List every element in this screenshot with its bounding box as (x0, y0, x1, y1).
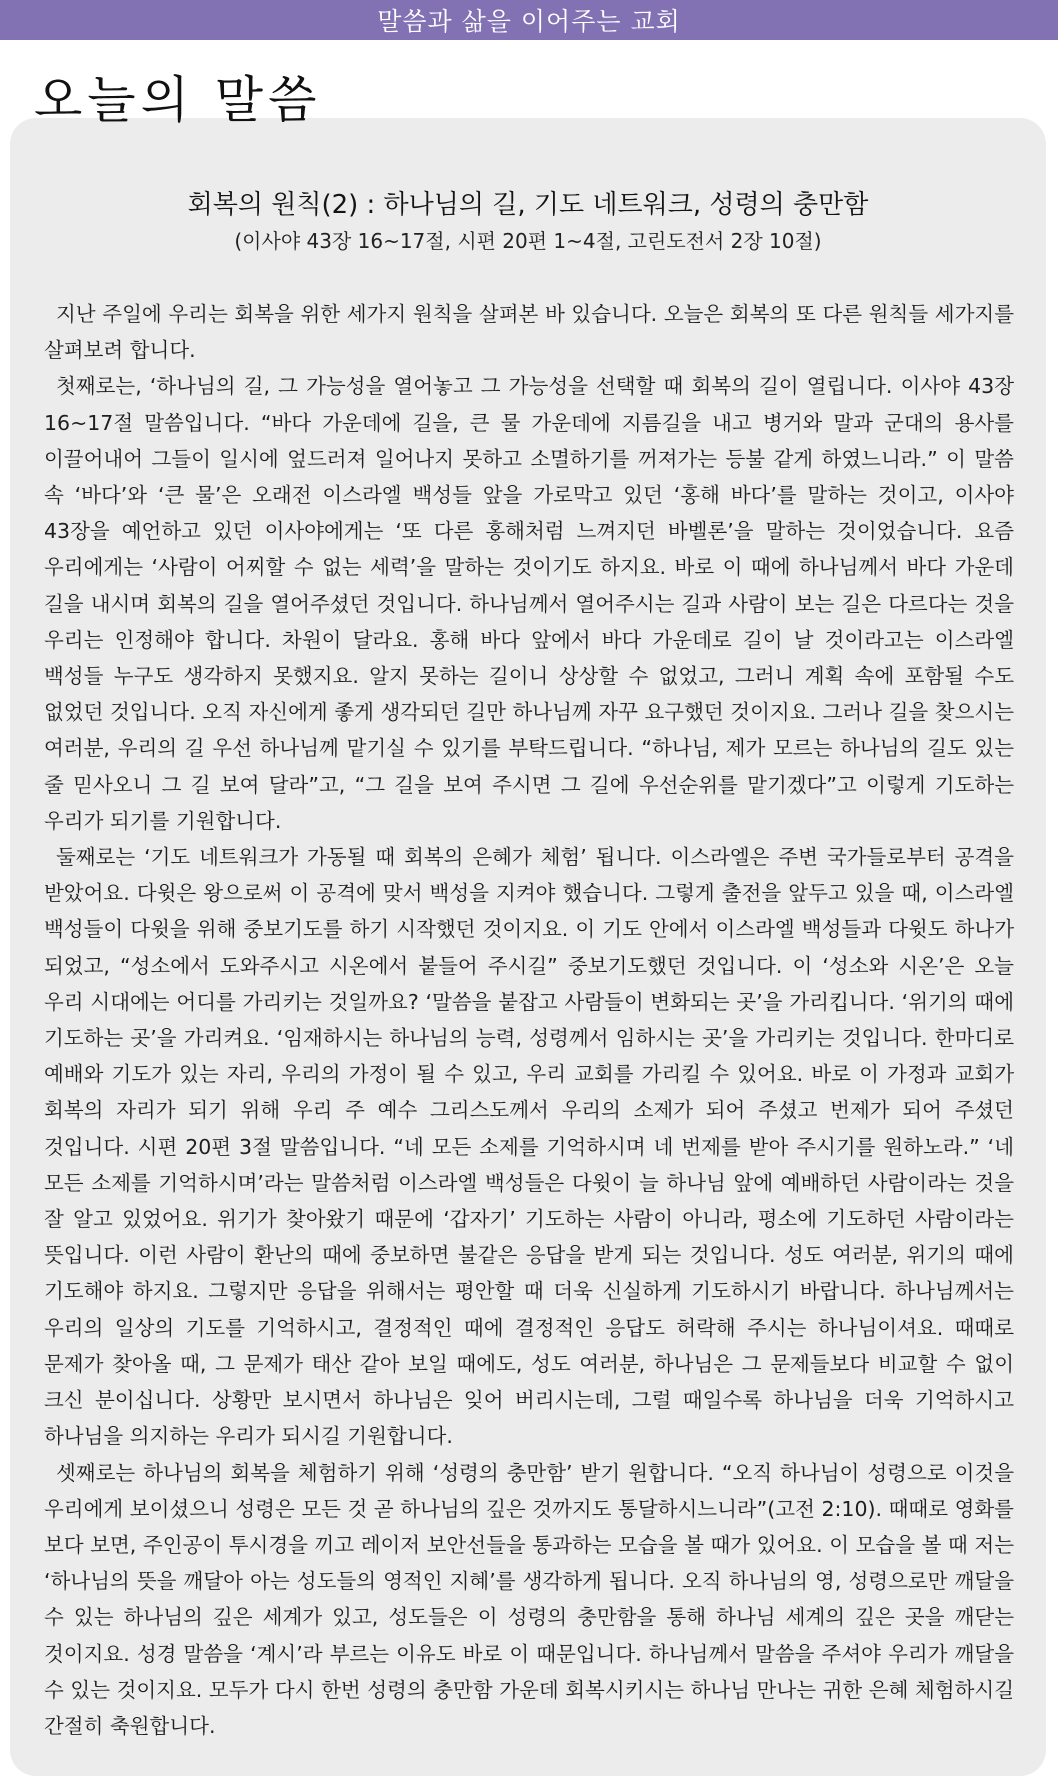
top-banner (0, 0, 1058, 40)
sermon-title: 회복의 원칙(2) : 하나님의 길, 기도 네트워크, 성령의 충만함 (187, 190, 869, 220)
sermon-scripture: (이사야 43장 16~17절, 시편 20편 1~4절, 고린도전서 2장 10절) (234, 229, 822, 253)
sermon-paragraph: 둘째로는 ‘기도 네트워크가 가동될 때 회복의 은혜가 체험’ 됩니다. 이스라엘은 주변 국가들로부터 공격을 받았어요. 다윗은 왕으로써 이 공격에 맞서 백성을 지켜야 했습니다. 그렇게 출전을 앞두고 있을 때, 이스라엘 백성들이 다윗을 위해 중보기도를 하기 시작했던 것이지요. 이 기도 안에서 이스라엘 백성들과 다윗도 하나가 되었고, “성소에서 도와주시고 시온에서 붙들어 주시길” 중보기도했던 것입니다. 이 ‘성소와 시온’은 오늘 우리 시대에는 어디를 가리키는 것일까요? ‘말씀을 붙잡고 사람들이 변화되는 곳’을 가리킵니다. ‘위기의 때에 기도하는 곳’을 가리켜요. ‘임재하시는 하나님의 능력, 성령께서 임하시는 곳’을 가리키는 것입니다. 한마디로 예배와 기도가 있는 자리, 우리의 가정이 될 수 있고, 우리 교회를 가리킬 수 있어요. 바로 이 가정과 교회가 회복의 자리가 되기 위해 우리 주 예수 그리스도께서 우리의 소제가 되어 주셨고 번제가 되어 주셨던 것입니다. 시편 20편 3절 말씀입니다. “네 모든 소제를 기억하시며 네 번제를 받아 주시기를 원하노라.” ‘네 모든 소제를 기억하시며’라는 말씀처럼 이스라엘 백성들은 다윗이 늘 하나님 앞에 예배하던 사람이라는 것을 잘 알고 있었어요. 위기가 찾아왔기 때문에 ‘갑자기’ 기도하는 사람이 아니라, 평소에 기도하던 사람이라는 뜻입니다. 이런 사람이 환난의 때에 중보하면 불같은 응답을 받게 되는 것입니다. 성도 여러분, 위기의 때에 기도해야 하지요. 그렇지만 응답을 위해서는 평안할 때 더욱 신실하게 기도하시기 바랍니다. 하나님께서는 우리의 일상의 기도를 기억하시고, 결정적인 때에 결정적인 응답도 허락해 주시는 하나님이셔요. 때때로 문제가 찾아올 때, 그 문제가 태산 같아 보일 때에도, 성도 여러분, 하나님은 그 문제들보다 비교할 수 없이 크신 분이십니다. 상황만 보시면서 하나님은 잊어 버리시는데, 그럴 때일수록 하나님을 더욱 기억하시고 하나님을 의지하는 우리가 되시길 기원합니다. (44, 845, 1014, 1449)
sermon-paragraph: 셋째로는 하나님의 회복을 체험하기 위해 ‘성령의 충만함’ 받기 원합니다. “오직 하나님이 성령으로 이것을 우리에게 보이셨으니 성령은 모든 것 곧 하나님의 깊은 것까지도 통달하시느니라”(고전 2:10). 때때로 영화를 보다 보면, 주인공이 투시경을 끼고 레이저 보안선들을 통과하는 모습을 볼 때가 있어요. 이 모습을 볼 때 저는 ‘하나님의 뜻을 깨달아 아는 성도들의 영적인 지혜’를 생각하게 됩니다. 오직 하나님의 영, 성령으로만 깨달을 수 있는 하나님의 깊은 세계가 있고, 성도들은 이 성령의 충만함을 통해 하나님 세계의 깊은 곳을 깨닫는 것이지요. 성경 말씀을 ‘계시’라 부르는 이유도 바로 이 때문입니다. 하나님께서 말씀을 주셔야 우리가 깨달을 수 있는 것이지요. 모두가 다시 한번 성령의 충만함 가운데 회복시키시는 하나님 만나는 귀한 은혜 체험하시길 간절히 축원합니다. (44, 1460, 1014, 1738)
banner-text: 말씀과 삶을 이어주는 교회 (377, 7, 681, 36)
sermon-body (44, 296, 1014, 1744)
sermon-paragraph: 첫째로는, ‘하나님의 길, 그 가능성을 열어놓고 그 가능성을 선택할 때 회복의 길이 열립니다. 이사야 43장 16~17절 말씀입니다. “바다 가운데에 길을, 큰 물 가운데에 지름길을 내고 병거와 말과 군대의 용사를 이끌어내어 그들이 일시에 엎드러져 일어나지 못하고 소멸하기를 꺼져가는 등불 같게 하였느니라.” 이 말씀 속 ‘바다’와 ‘큰 물’은 오래전 이스라엘 백성들 앞을 가로막고 있던 ‘홍해 바다’를 말하는 것이고, 이사야 43장을 예언하고 있던 이사야에게는 ‘또 다른 홍해처럼 느껴지던 바벨론’을 말하는 것이었습니다. 요즘 우리에게는 ‘사람이 어찌할 수 없는 세력’을 말하는 것이기도 하지요. 바로 이 때에 하나님께서 바다 가운데 길을 내시며 회복의 길을 열어주셨던 것입니다. 하나님께서 열어주시는 길과 사람이 보는 길은 다르다는 것을 우리는 인정해야 합니다. 차원이 달라요. 홍해 바다 앞에서 바다 가운데로 길이 날 것이라고는 이스라엘 백성들 누구도 생각하지 못했지요. 알지 못하는 길이니 상상할 수 없었고, 그러니 계획 속에 포함될 수도 없었던 것입니다. 오직 자신에게 좋게 생각되던 길만 하나님께 자꾸 요구했던 것이지요. 그러나 길을 찾으시는 여러분, 우리의 길 우선 하나님께 맡기실 수 있기를 부탁드립니다. “하나님, 제가 모르는 하나님의 길도 있는 줄 믿사오니 그 길 보여 달라”고, “그 길을 보여 주시면 그 길에 우선순위를 맡기겠다”고 이렇게 기도하는 우리가 되기를 기원합니다. (44, 374, 1014, 833)
sermon-paragraph: 지난 주일에 우리는 회복을 위한 세가지 원칙을 살펴본 바 있습니다. 오늘은 회복의 또 다른 원칙들 세가지를 살펴보려 합니다. (44, 302, 1014, 363)
section-title: 오늘의 말씀 (34, 71, 322, 129)
